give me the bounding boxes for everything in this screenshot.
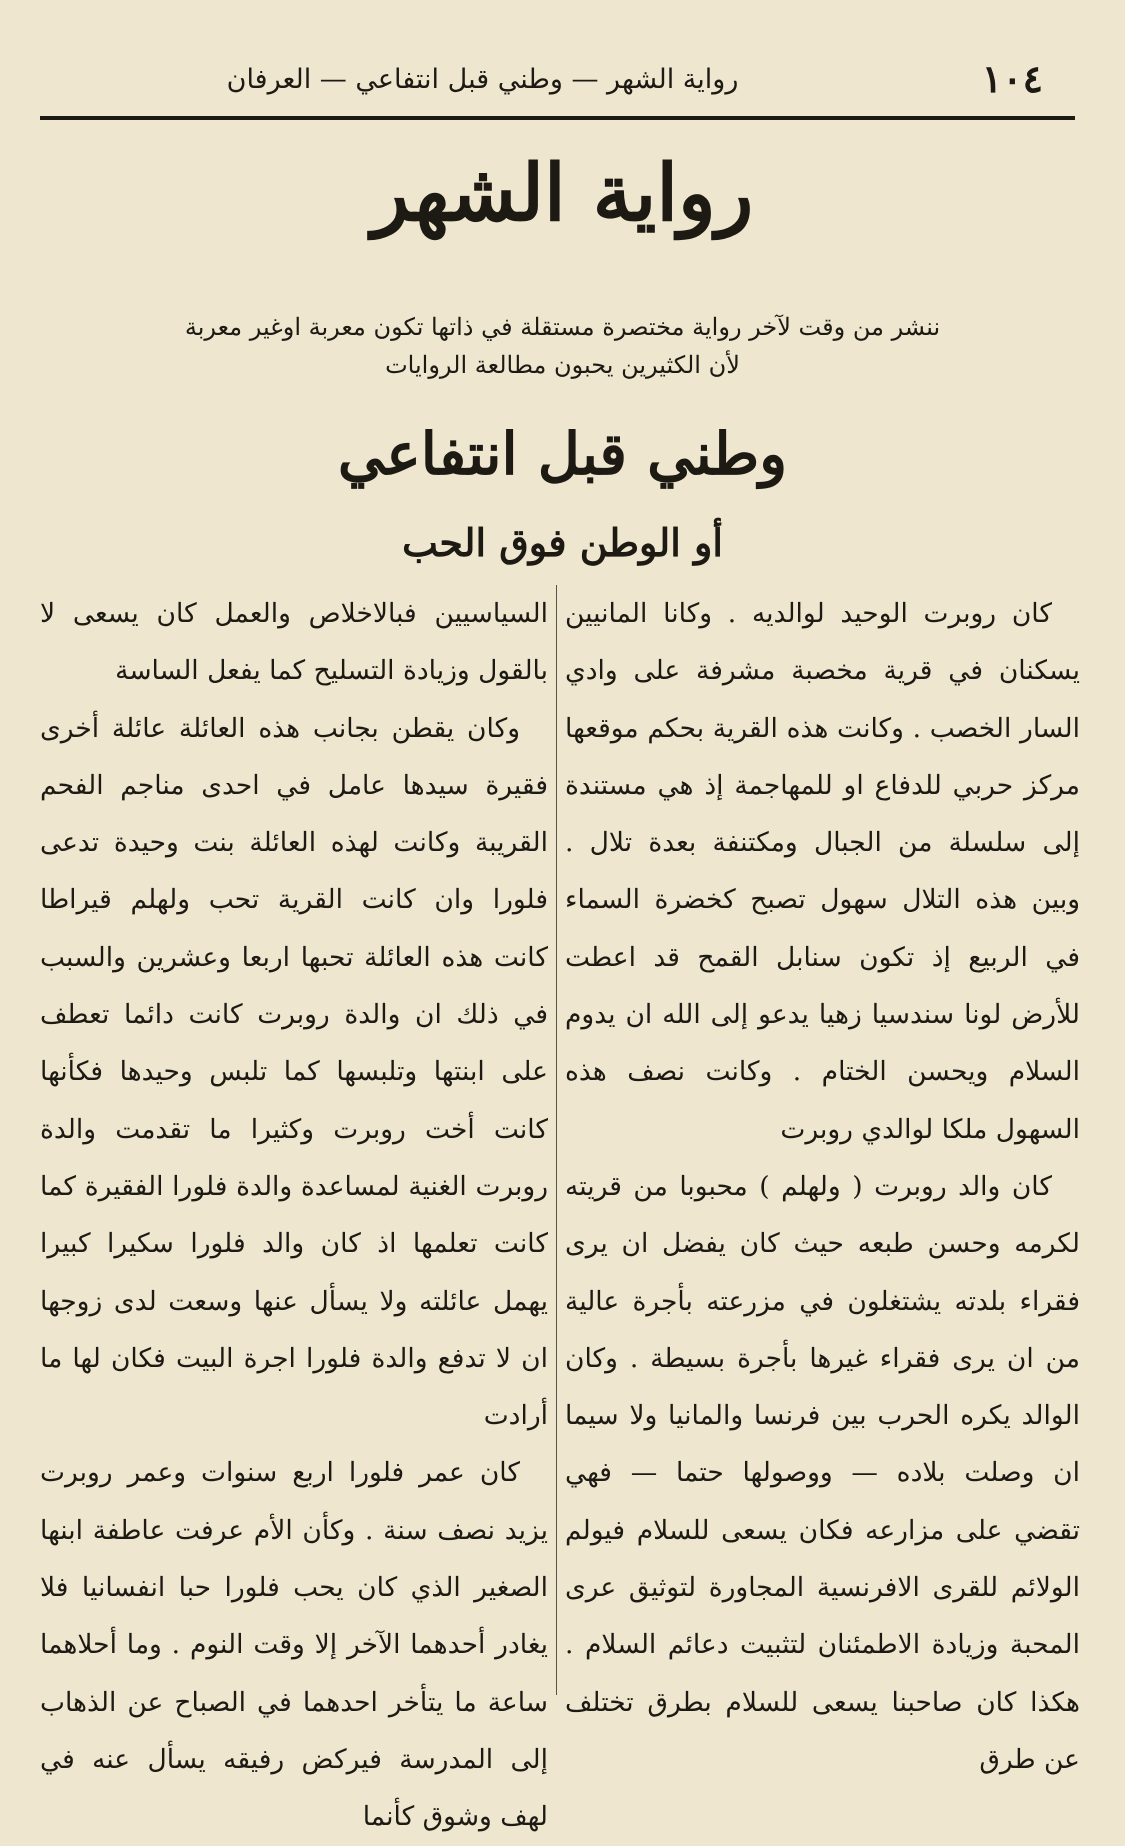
header-rule	[40, 116, 1075, 120]
section-title: رواية الشهر	[371, 148, 754, 239]
left-column	[40, 585, 548, 1833]
paragraph: كان روبرت الوحيد لوالديه . وكانا المانيين يسكنان في قرية مخصبة مشرفة على وادي السار الخصب . وكانت هذه القرية بحكم موقعها مركز حربي للدفاع او للمهاجمة إذ هي مستندة إلى سلسلة من الجبال ومكتنفة بعدة تلال . وبين هذه التلال سهول تصبح كخضرة السماء في الربيع إذ تكون سنابل القمح قد اعطت للأرض لونا سندسيا زهيا يدعو إلى الله ان يدوم السلام ويحسن الختام . وكانت نصف هذه السهول ملكا لوالدي روبرت	[565, 598, 1080, 1145]
running-head: رواية الشهر — وطني قبل انتفاعي — العرفان	[226, 64, 739, 95]
paragraph: كان عمر فلورا اربع سنوات وعمر روبرت يزيد نصف سنة . وكأن الأم عرفت عاطفة ابنها الصغير الذي كان يحب فلورا حبا انفسانيا فلا يغادر أحدهما الآخر إلا وقت النوم . وما أحلاهما ساعة ما يتأخر احدهما في الصباح عن الذهاب إلى المدرسة فيركض رفيقه يسأل عنه في لهف وشوق كأنما	[40, 1457, 548, 1833]
intro-note	[120, 308, 1005, 384]
right-column	[565, 585, 1080, 1775]
story-subtitle: أو الوطن فوق الحب	[402, 520, 723, 565]
page-header	[40, 50, 1075, 112]
intro-line-2: لأن الكثيرين يحبون مطالعة الروايات	[385, 351, 740, 379]
intro-line-1: ننشر من وقت لآخر رواية مختصرة مستقلة في ذاتها تكون معربة اوغير معربة	[184, 313, 941, 341]
page-number: ١٠٤	[981, 56, 1043, 101]
story-title: وطني قبل انتفاعي	[337, 420, 788, 488]
paragraph: كان والد روبرت ( ولهلم ) محبوبا من قريته لكرمه وحسن طبعه حيث كان يفضل ان يرى فقراء بلدته يشتغلون في مزرعته بأجرة عالية من ان يرى فقراء غيرها بأجرة بسيطة . وكان الوالد يكره الحرب بين فرنسا والمانيا ولا سيما ان وصلت بلاده — ووصولها حتما — فهي تقضي على مزارعه فكان يسعى للسلام فيولم الولائم للقرى الافرنسية المجاورة لتوثيق عرى المحبة وزيادة الاطمئنان لتثبيت دعائم السلام . هكذا كان صاحبنا يسعى للسلام بطرق تختلف عن طرق	[565, 1170, 1080, 1775]
column-divider	[556, 585, 557, 1695]
paragraph: السياسيين فبالاخلاص والعمل كان يسعى لا بالقول وزيادة التسليح كما يفعل الساسة	[40, 598, 548, 687]
paragraph: وكان يقطن بجانب هذه العائلة عائلة أخرى فقيرة سيدها عامل في احدى مناجم الفحم القريبة وكانت لهذه العائلة بنت وحيدة تدعى فلورا وان كانت القرية تحب ولهلم قيراطا كانت هذه العائلة تحبها اربعا وعشرين والسبب في ذلك ان والدة روبرت كانت دائما تعطف على ابنتها وتلبسها كما تلبس وحيدها فكأنها كانت أخت روبرت وكثيرا ما تقدمت والدة روبرت الغنية لمساعدة والدة فلورا الفقيرة كما كانت تعلمها اذ كان والد فلورا سكيرا كبيرا يهمل عائلته ولا يسأل عنها وسعت لدى زوجها ان لا تدفع والدة فلورا اجرة البيت فكان لها ما أرادت	[40, 712, 548, 1432]
